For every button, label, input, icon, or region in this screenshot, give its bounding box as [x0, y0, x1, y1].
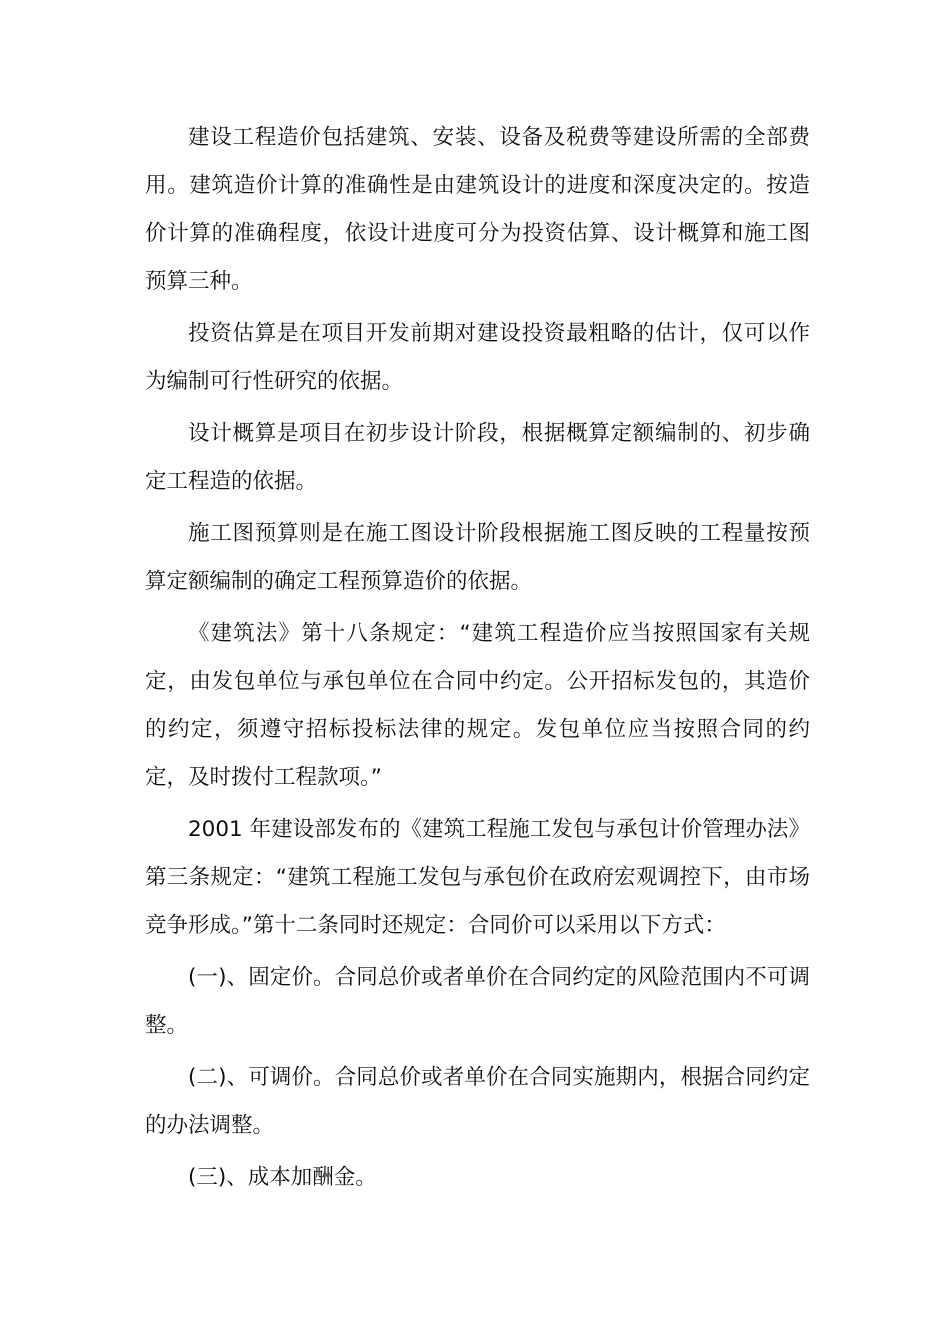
list-item-fixed-price: (一)、固定价。合同总价或者单价在合同约定的风险范围内不可调整。: [145, 965, 810, 1038]
document-body: [145, 114, 810, 1206]
paragraph-investment-estimate: 投资估算是在项目开发前期对建设投资最粗略的估计，仅可以作为编制可行性研究的依据。: [145, 321, 810, 394]
list-item-cost-plus-fee: (三)、成本加酬金。: [188, 1165, 377, 1190]
paragraph-design-estimate: 设计概算是项目在初步设计阶段，根据概算定额编制的、初步确定工程造的依据。: [145, 421, 810, 494]
paragraph-2001-regulation: 2001 年建设部发布的《建筑工程施工发包与承包计价管理办法》第三条规定：“建筑工程施工发包与承包价在政府宏观调控下，由市场竞争形成。”第十二条同时还规定：合同价可以采用以下方式：: [145, 817, 810, 938]
paragraph-construction-budget: 施工图预算则是在施工图设计阶段根据施工图反映的工程量按预算定额编制的确定工程预算造价的依据。: [145, 521, 810, 594]
paragraph-construction-law: 《建筑法》第十八条规定：“建筑工程造价应当按照国家有关规定，由发包单位与承包单位在合同中约定。公开招标发包的，其造价的约定，须遵守招标投标法律的规定。发包单位应当按照合同的约定，及时拨付工程款项。”: [145, 621, 810, 790]
list-item-adjustable-price: (二)、可调价。合同总价或者单价在合同实施期内，根据合同约定的办法调整。: [145, 1065, 810, 1138]
paragraph-cost-overview: 建设工程造价包括建筑、安装、设备及税费等建设所需的全部费用。建筑造价计算的准确性是由建筑设计的进度和深度决定的。按造价计算的准确程度，依设计进度可分为投资估算、设计概算和施工图预算三种。: [145, 125, 810, 294]
